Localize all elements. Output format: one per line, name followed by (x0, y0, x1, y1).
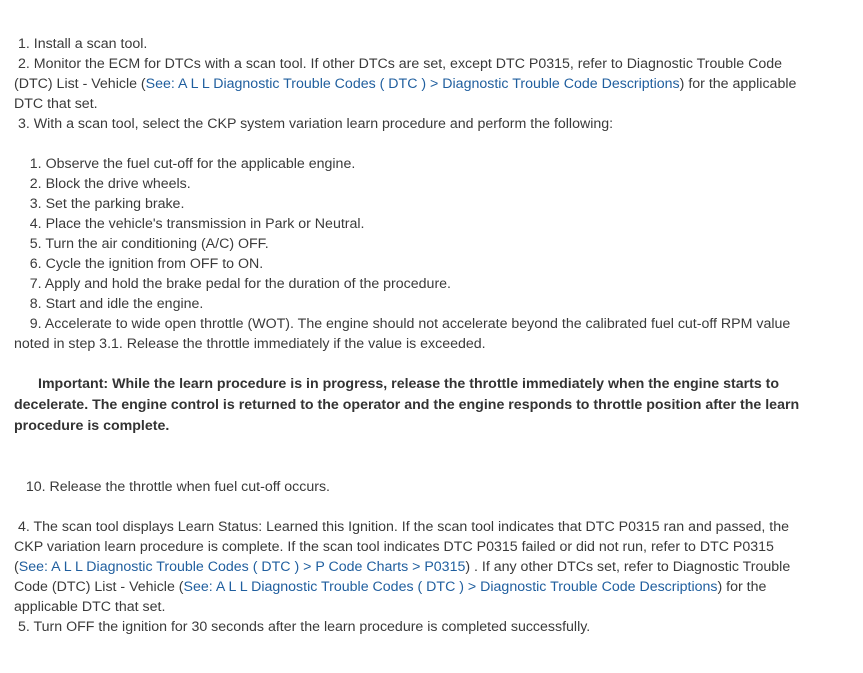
step-number: 1. (17, 36, 30, 52)
spacer (14, 134, 803, 154)
substep-6 (14, 254, 803, 274)
substep-list (14, 154, 803, 354)
substep-number: 1. (29, 156, 42, 172)
substep-text: Turn the air conditioning (A/C) OFF. (45, 236, 269, 252)
substep-number: 9. (29, 316, 42, 332)
dtc-descriptions-link[interactable]: See: A L L Diagnostic Trouble Codes ( DTC ) > Diagnostic Trouble Code Descriptions (145, 76, 680, 92)
substep-3 (14, 194, 803, 214)
substep-text: Release the throttle when fuel cut-off occurs. (49, 479, 331, 495)
step-text-tail: ) for the applicable DTC that set. (14, 579, 767, 615)
step-number: 2. (17, 56, 30, 72)
substep-4 (14, 214, 803, 234)
substep-text: Cycle the ignition from OFF to ON. (45, 256, 264, 272)
substep-number: 5. (29, 236, 42, 252)
substep-5 (14, 234, 803, 254)
substep-10 (14, 477, 803, 497)
dtc-descriptions-link[interactable]: See: A L L Diagnostic Trouble Codes ( DTC ) > Diagnostic Trouble Code Descriptions (183, 579, 718, 595)
substep-text: Set the parking brake. (45, 196, 185, 212)
important-note (14, 374, 803, 437)
important-text: Important: While the learn procedure is in progress, release the throttle immediately when the engine starts to decelerate. The engine control is returned to the operator and the engine responds to throttle position after the learn procedure is complete. (14, 376, 800, 434)
step-2 (14, 54, 803, 114)
step-text: With a scan tool, select the CKP system variation learn procedure and perform the following: (33, 116, 614, 132)
step-number: 3. (17, 116, 30, 132)
step-5 (14, 617, 803, 637)
step-text: The scan tool displays Learn Status: Learned this Ignition. If the scan tool indicates that DTC P0315 ran and passed, the CKP variation learn procedure is complete. If the scan tool indicates DTC P0315 failed or did not run, refer to DTC P0315 ( (14, 519, 790, 575)
step-text: Install a scan tool. (33, 36, 148, 52)
substep-text: Block the drive wheels. (45, 176, 191, 192)
substep-8 (14, 294, 803, 314)
substep-2 (14, 174, 803, 194)
spacer (14, 437, 803, 477)
step-number: 5. (17, 619, 30, 635)
substep-number: 4. (29, 216, 42, 232)
step-3 (14, 114, 803, 134)
spacer (14, 354, 803, 374)
substep-text: Start and idle the engine. (45, 296, 204, 312)
step-number: 4. (17, 519, 30, 535)
substep-9 (14, 314, 803, 354)
step-4 (14, 517, 803, 617)
substep-text: Observe the fuel cut-off for the applicable engine. (45, 156, 356, 172)
substep-number: 7. (29, 276, 42, 292)
substep-number: 2. (29, 176, 42, 192)
p0315-link[interactable]: See: A L L Diagnostic Trouble Codes ( DTC ) > P Code Charts > P0315 (18, 559, 466, 575)
step-text-mid: ) . If any other DTCs set, refer to Diagnostic Trouble Code (DTC) List - Vehicle ( (14, 559, 791, 595)
step-text: Monitor the ECM for DTCs with a scan tool. If other DTCs are set, except DTC P0315, refer to Diagnostic Trouble Code (DTC) List - Vehicle ( (14, 56, 783, 92)
substep-text: Apply and hold the brake pedal for the duration of the procedure. (44, 276, 451, 292)
substep-number: 6. (29, 256, 42, 272)
substep-text: Accelerate to wide open throttle (WOT). The engine should not accelerate beyond the calibrated fuel cut-off RPM value noted in step 3.1. Release the throttle immediately if the value is exceeded. (14, 316, 791, 352)
substep-number: 8. (29, 296, 42, 312)
step-text-tail: ) for the applicable DTC that set. (14, 76, 797, 112)
substep-7 (14, 274, 803, 294)
substep-text: Place the vehicle's transmission in Park or Neutral. (45, 216, 365, 232)
spacer (14, 497, 803, 517)
substep-number: 3. (29, 196, 42, 212)
substep-1 (14, 154, 803, 174)
substep-number: 10. (25, 479, 46, 495)
step-text: Turn OFF the ignition for 30 seconds after the learn procedure is completed successfully. (33, 619, 591, 635)
step-1 (14, 34, 803, 54)
